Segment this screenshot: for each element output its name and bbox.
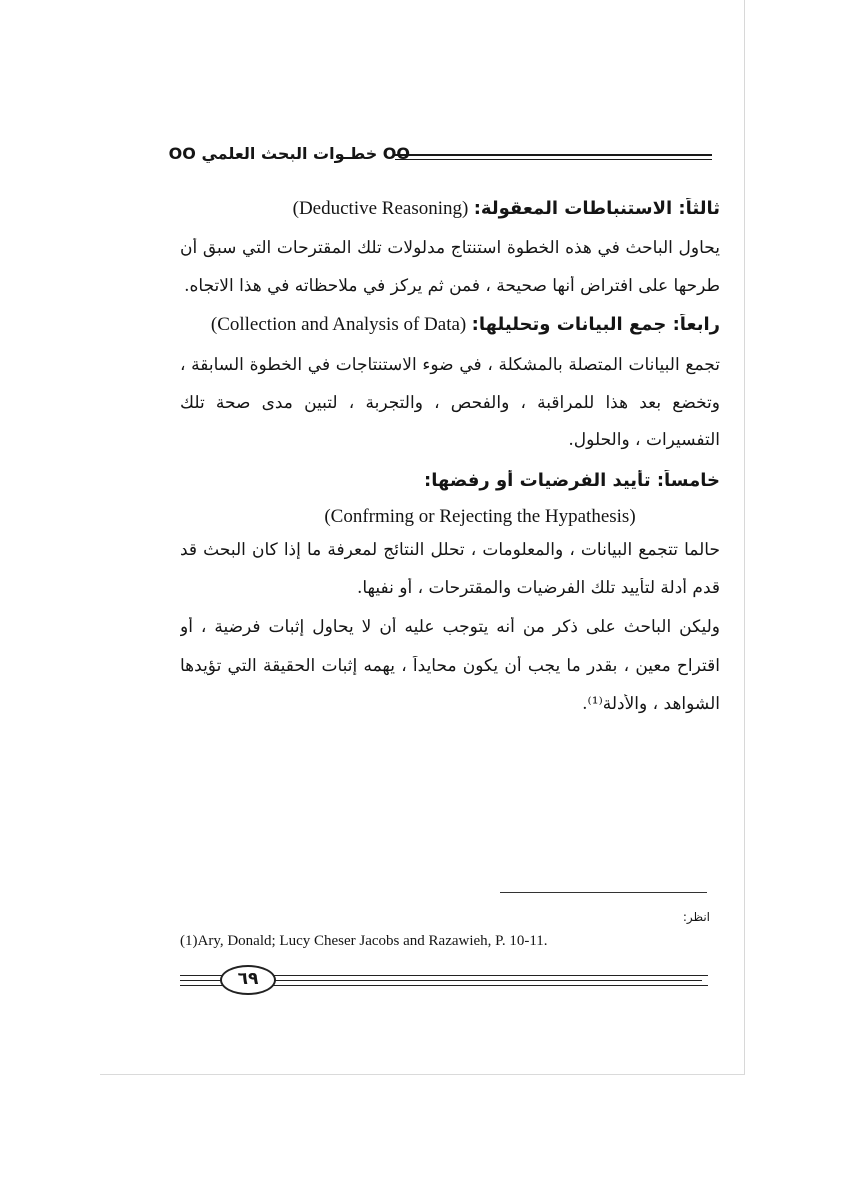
header-rule [395, 159, 712, 160]
body-line: اقتراح معين ، بقدر ما يجب أن يكون محايداً ، يهمه إثبات الحقيقة التي تؤيدها [180, 656, 720, 676]
header-rule [395, 154, 712, 156]
body-line: تجمع البيانات المتصلة بالمشكلة ، في ضوء الاستنتاجات في الخطوة السابقة ، [180, 355, 720, 375]
section-heading-collection [180, 314, 720, 336]
section-heading-confirming [180, 470, 720, 491]
page-edge [100, 1074, 745, 1075]
footer-rule [270, 975, 708, 976]
body-line: قدم أدلة لتأييد تلك الفرضيات والمقترحات ، أو نفيها. [356, 578, 720, 598]
heading-english: (Confrming or Rejecting the Hypathesis) [324, 506, 636, 527]
heading-english: (Collection and Analysis of Data) [210, 314, 467, 335]
page-number: ٦٩ [220, 965, 276, 995]
heading-english: (Deductive Reasoning) [292, 198, 469, 219]
body-line: الشواهد ، والأدلة⁽¹⁾. [582, 694, 720, 714]
footnote-label: انظر: [682, 910, 710, 924]
running-header: OO خطـوات البحث العلمي OO [168, 144, 410, 163]
footer-rule [272, 980, 702, 981]
heading-arabic: خامساً: تأييد الفرضيات أو رفضها: [424, 470, 720, 491]
body-line: حالما تتجمع البيانات ، والمعلومات ، تحلل النتائج لمعرفة ما إذا كان البحث قد [180, 540, 720, 560]
body-line: طرحها على افتراض أنها صحيحة ، فمن ثم يركز في ملاحظاته في هذا الاتجاه. [184, 276, 720, 296]
footnote-text: (1)Ary, Donald; Lucy Cheser Jacobs and Razawieh, P. 10-11. [180, 933, 548, 949]
body-line: وليكن الباحث على ذكر من أنه يتوجب عليه أن لا يحاول إثبات فرضية ، أو [180, 617, 720, 637]
heading-arabic: رابعاً: جمع البيانات وتحليلها: [471, 314, 720, 335]
page-edge [744, 0, 745, 1075]
heading-arabic: ثالثاً: الاستنباطات المعقولة: [473, 198, 720, 219]
footnote-rule [500, 892, 707, 893]
footer-rule [180, 985, 226, 986]
section-heading-deductive [180, 198, 720, 220]
body-line: التفسيرات ، والحلول. [568, 430, 720, 450]
body-line: يحاول الباحث في هذه الخطوة استنتاج مدلولات تلك المقترحات التي سبق أن [180, 238, 720, 258]
footer-rule [180, 980, 224, 981]
footer-rule [270, 985, 708, 986]
footer-rule [180, 975, 226, 976]
body-line: وتخضع بعد هذا للمراقبة ، والفحص ، والتجربة ، لتبين مدى صحة تلك [180, 393, 720, 413]
